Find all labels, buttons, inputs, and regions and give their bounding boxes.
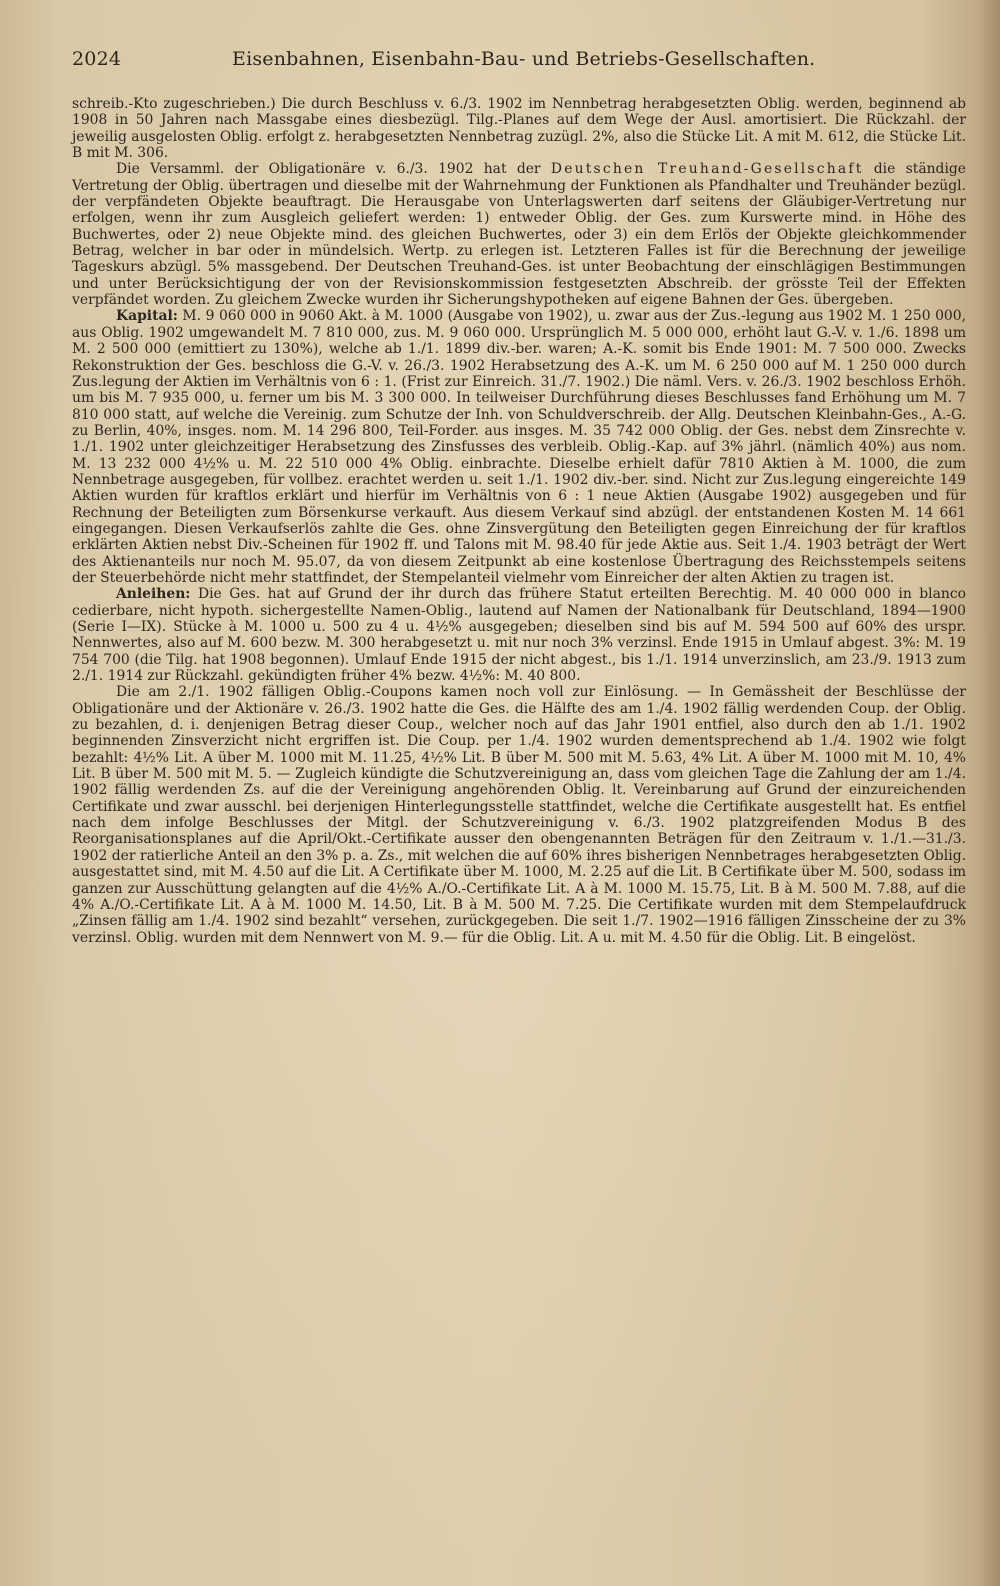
paragraph-amortisation bbox=[72, 96, 966, 161]
section-heading-anleihen: Anleihen: bbox=[116, 586, 191, 603]
section-heading-kapital: Kapital: bbox=[116, 308, 178, 325]
paragraph-text: Die Ges. hat auf Grund der ihr durch das frühere Statut erteilten Berechtig. M. 40 000 000 in blanco cedierbare, nicht hypoth. sichergestellte Namen-Oblig., lautend auf Namen der Nationalbank für Deutschland, 1894—1900 (Serie I—IX). Stücke à M. 1000 u. 500 zu 4 u. 4½% ausgegeben; dieselben sind bis auf M. 594 500 auf 60% des urspr. Nennwertes, also auf M. 600 bezw. M. 300 herabgesetzt u. mit nur noch 3% verzinsl. Ende 1915 in Umlauf abgest. 3%: M. 19 754 700 (die Tilg. hat 1908 begonnen). Umlauf Ende 1915 der nicht abgest., bis 1./1. 1914 unverzinslich, am 23./9. 1913 zum 2./1. 1914 zur Rückzahl. gekündigten früher 4% bezw. 4½%: M. 40 800. bbox=[72, 586, 966, 685]
paragraph-obligationaere bbox=[72, 161, 966, 308]
page-edge-shadow bbox=[978, 0, 1000, 1586]
paragraph-text: die ständige Vertretung der Oblig. übertragen und dieselbe mit der Wahrnehmung der Funktionen als Pfandhalter und Treuhänder bezügl. der verpfändeten Objekte beauftragt. Die Herausgabe von Unterlagswerten darf seitens der Gläubiger-Vertretung nur erfolgen, wenn ihr zum Ausgleich geliefert werden: 1) entweder Oblig. der Ges. zum Kurswerte mind. in Höhe des Buchwertes, oder 2) neue Objekte mind. des gleichen Buchwertes, oder 3) ein dem Erlös der Objekte gleichkommender Betrag, welcher in bar oder in mündelsich. Wertp. zu erlegen ist. Letzteren Falles ist für die Berechnung der jeweilige Tageskurs abzügl. 5% massgebend. Der Deutschen Treuhand-Ges. ist unter Beobachtung der einschlägigen Bestimmungen und unter Berücksichtigung der von der Revisionskommission festgesetzten Abschreib. der grösste Teil der Effekten verpfändet worden. Zu gleichem Zwecke wurden ihr Sicherungshypotheken auf eigene Bahnen der Ges. übergeben. bbox=[72, 161, 967, 309]
paragraph-lead: Die Versamml. der Obligationäre v. 6./3. 1902 hat der bbox=[116, 161, 551, 178]
paragraph-coupons bbox=[72, 684, 966, 946]
paragraph-text: M. 9 060 000 in 9060 Akt. à M. 1000 (Ausgabe von 1902), u. zwar aus der Zus.-legung aus 1902 M. 1 250 000, aus Oblig. 1902 umgewandelt M. 7 810 000, zus. M. 9 060 000. Ursprünglich M. 5 000 000, erhöht laut G.-V. v. 1./6. 1898 um M. 2 500 000 (emittiert zu 130%), welche ab 1./1. 1899 div.-ber. waren; A.-K. somit bis Ende 1901: M. 7 500 000. Zwecks Rekonstruktion der Ges. beschloss die G.-V. v. 26./3. 1902 Herabsetzung des A.-K. um M. 6 250 000 auf M. 1 250 000 durch Zus.legung der Aktien im Verhältnis von 6 : 1. (Frist zur Einreich. 31./7. 1902.) Die näml. Vers. v. 26./3. 1902 beschloss Erhöh. um bis M. 7 935 000, u. ferner um bis M. 3 300 000. In teilweiser Durchführung dieses Beschlusses fand Erhöhung um M. 7 810 000 statt, auf welche die Vereinig. zum Schutze der Inh. von Schuldverschreib. der Allg. Deutschen Kleinbahn-Ges., A.-G. zu Berlin, 40%, insges. nom. M. 14 296 800, Teil-Forder. aus insges. M. 35 742 000 Oblig. der Ges. nebst dem Zinsrechte v. 1./1. 1902 unter gleichzeitiger Herabsetzung des Zinsfusses des verbleib. Oblig.-Kap. auf 3% jährl. (nämlich 40%) aus nom. M. 13 232 000 4½% u. M. 22 510 000 4% Oblig. einbrachte. Dieselbe erhielt dafür 7810 Aktien à M. 1000, die zum Nennbetrage ausgegeben, für vollbez. erachtet werden u. seit 1./1. 1902 div.-ber. sind. Nicht zur Zus.legung eingereichte 149 Aktien wurden für kraftlos erklärt und hierfür im Verhältnis von 6 : 1 neue Aktien (Ausgabe 1902) ausgegeben und für Rechnung der Beteiligten zum Börsenkurse verkauft. Aus diesem Verkauf sind abzügl. der entstandenen Kosten M. 14 661 eingegangen. Diesen Verkaufserlös zahlte die Ges. ohne Zinsvergütung den Beteiligten gegen Einreichung der für kraftlos erklärten Aktien nebst Div.-Scheinen für 1902 ff. und Talons mit M. 98.40 für jede Aktie aus. Seit 1./4. 1903 beträgt der Wert des Aktienanteils nur noch M. 95.07, da von diesem Zeitpunkt ab eine kostenlose Übertragung des Reichsstempels seitens der Steuerbehörde nicht mehr stattfindet, der Stempelanteil vielmehr vom Einreicher der alten Aktien zu tragen ist. bbox=[72, 308, 966, 586]
page-number: 2024 bbox=[72, 48, 122, 70]
spaced-company-name: Deutschen Treuhand-Gesellschaft bbox=[550, 161, 864, 178]
running-head: Eisenbahnen, Eisenbahn-Bau- und Betriebs-Gesellschaften. bbox=[232, 48, 816, 70]
paragraph-text: schreib.-Kto zugeschrieben.) Die durch Beschluss v. 6./3. 1902 im Nennbetrag herabgesetzten Oblig. werden, beginnend ab 1908 in 50 Jahren nach Massgabe eines diesbezügl. Tilg.-Planes auf dem Wege der Ausl. amortisiert. Die Rückzahl. der jeweilig ausgelosten Oblig. erfolgt z. herabgesetzten Nennbetrag zuzügl. 2%, also die Stücke Lit. A mit M. 612, die Stücke Lit. B mit M. 306. bbox=[72, 96, 966, 162]
paragraph-kapital bbox=[72, 308, 966, 586]
paragraph-anleihen bbox=[72, 586, 966, 684]
paragraph-text: Die am 2./1. 1902 fälligen Oblig.-Coupons kamen noch voll zur Einlösung. — In Gemässheit der Beschlüsse der Obligationäre und der Aktionäre v. 26./3. 1902 hatte die Ges. die Hälfte des am 1./4. 1902 fällig werdenden Coup. der Oblig. zu bezahlen, d. i. denjenigen Betrag dieser Coup., welcher noch auf das Jahr 1901 entfiel, also durch den ab 1./1. 1902 beginnenden Zinsverzicht nicht ergriffen ist. Die Coup. per 1./4. 1902 wurden dementsprechend ab 1./4. 1902 wie folgt bezahlt: 4½% Lit. A über M. 1000 mit M. 11.25, 4½% Lit. B über M. 500 mit M. 5.63, 4% Lit. A über M. 1000 mit M. 10, 4% Lit. B über M. 500 mit M. 5. — Zugleich kündigte die Schutzvereinigung an, dass vom gleichen Tage die Zahlung der am 1./4. 1902 fällig werdenden Zs. auf die der Vereinigung angehörenden Oblig. lt. Vereinbarung auf Grund der einzureichenden Certifikate und zwar ausschl. bei derjenigen Hinterlegungsstelle stattfindet, welche die Certifikate ausgestellt hat. Es entfiel nach dem infolge Beschlusses der Mitgl. der Schutzvereinigung v. 6./3. 1902 platzgreifenden Modus B des Reorganisationsplanes auf die April/Okt.-Certifikate ausser den obengenannten Beträgen für den Zeitraum v. 1./1.—31./3. 1902 der ratierliche Anteil an den 3% p. a. Zs., mit welchen die auf 60% ihres bisherigen Nennbetrages herabgesetzten Oblig. ausgestattet sind, mit M. 4.50 auf die Lit. A Certifikate über M. 1000, M. 2.25 auf die Lit. B Certifikate über M. 500, sodass im ganzen zur Ausschüttung gelangten auf die 4½% A./O.-Certifikate Lit. A à M. 1000 M. 15.75, Lit. B à M. 500 M. 7.88, auf die 4% A./O.-Certifikate Lit. A à M. 1000 M. 14.50, Lit. B à M. 500 M. 7.25. Die Certifikate wurden mit dem Stempelaufdruck „Zinsen fällig am 1./4. 1902 sind bezahlt“ versehen, zurückgegeben. Die seit 1./7. 1902—1916 fälligen Zinsscheine der zu 3% verzinsl. Oblig. wurden mit dem Nennwert von M. 9.— für die Oblig. Lit. A u. mit M. 4.50 für die Oblig. Lit. B eingelöst. bbox=[72, 684, 966, 946]
page-header bbox=[72, 38, 966, 74]
page-body bbox=[72, 96, 966, 946]
